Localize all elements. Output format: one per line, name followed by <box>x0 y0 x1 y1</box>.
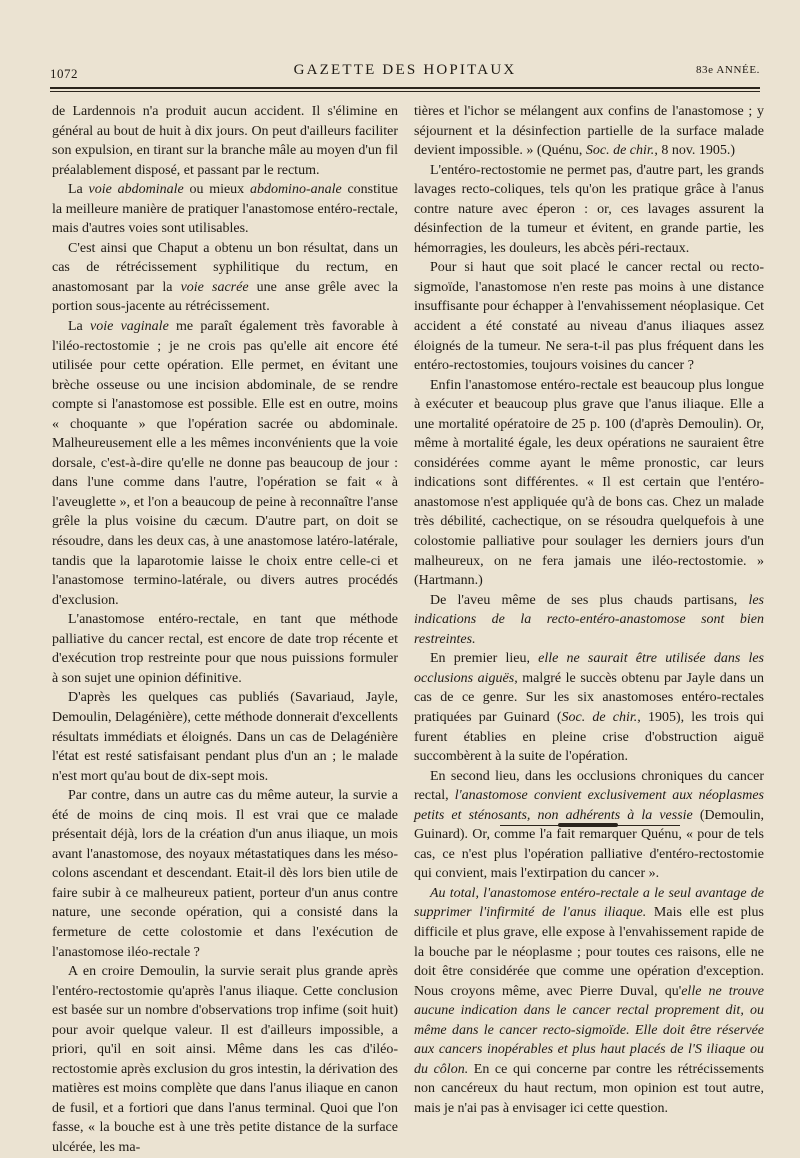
text-run: Par contre, dans un autre cas du même auteur, la survie a été de moins de cinq mois. Il est vrai que ce malade présentait déjà, lors de la création d'un anus iliaque, un mois avant l'anastomose, des noyaux métastatiques dans les méso-colons ascendant et descendant. Etait-il dès lors bien utile de faire subir à ce malheureux patient, porteur d'un anus contre nature, une seconde opération, qui a consisté dans la fermeture de cette colostomie et dans l'exécution de l'anastomose iléo-rectale ? <box>52 788 398 960</box>
text-run: une anse grêle avec la portion sous-jacente au rétrécissement. <box>52 279 398 315</box>
italic-text: Soc. de chir. <box>585 143 655 159</box>
italic-text: l'anastomose convient exclusivement aux néoplasmes petits et sténosants, non adhérents à la vessie <box>414 788 764 823</box>
paragraph <box>52 786 398 962</box>
text-run: , 1905), les trois qui furent établies en pleine crise d'obstruction aiguë succombèrent à la suite de l'opération. <box>414 709 764 765</box>
paragraph <box>414 376 764 591</box>
italic-text: elle ne trouve aucune indication dans le cancer rectal proprement dit, ou même dans le cancer recto-sigmoïde. Elle doit être réservée aux cancers inopérables et plus haut placés de l'S iliaque ou du côlon. <box>414 983 764 1077</box>
text-run: Pour si haut que soit placé le cancer rectal ou recto-sigmoïde, l'anastomose n'en reste pas moins à une distance insuffisante pour échapper à l'envahissement néoplasique. Cet accident a été constaté au niveau d'anus iliaques assez éloignés de la tumeur. Ne sera-t-il pas plus fréquent dans les entéro-rectostomies, toujours voisines du cancer ? <box>414 260 764 374</box>
text-run: tières et l'ichor se mélangent aux confins de l'anastomose ; y séjournent et la désinfection partielle de la surface malade devient impossible. » (Quénu, <box>414 104 764 159</box>
paragraph <box>414 884 764 1119</box>
text-run: , malgré le succès obtenu par Jayle dans un cas de ce genre. Sur les six anastomoses entéro-rectales pratiquées par Guinard ( <box>414 670 764 725</box>
text-run: D'après les quelques cas publiés (Savariaud, Jayle, Demoulin, Delagénière), cette méthode donnerait d'excellents résultats immédiats et éloignés. Dans un cas de Delagénière l'état est resté satisfaisant pendant plus d'un an ; le malade n'est mort qu'au bout de dix-sept mois. <box>52 690 398 784</box>
paragraph <box>52 317 398 610</box>
paragraph <box>52 962 398 1157</box>
journal-title: GAZETTE DES HOPITAUX <box>293 62 517 78</box>
text-run: En ce qui concerne par contre les rétrécissements non cancéreux du haut rectum, mon opinion est tout autre, mais je n'ai pas à envisager ici cette question. <box>414 1061 765 1116</box>
text-run: A en croire Demoulin, la survie serait plus grande après l'entéro-rectostomie qu'après l'anus iliaque. Cette conclusion est basée sur un nombre d'observations trop infime (soit huit) pour avoir quelque valeur. Il est d'ailleurs impossible, a priori, qu'il en soit ainsi. Même dans les cas d'iléo-rectostomie après exclusion du gros intestin, la dérivation des matières est moins complète que dans l'anus iliaque en canon de fusil, et a fortiori que dans l'anus terminal. Quoi que l'on fasse, « la bouche est à une très petite distance de la surface ulcérée, les ma- <box>52 964 398 1155</box>
italic-text: abdomino-anale <box>249 182 342 198</box>
text-run: L'entéro-rectostomie ne permet pas, d'autre part, les grands lavages recto-coliques, tels qu'on les pratique grâce à l'anus contre nature avec éperon : or, ces lavages assurent la désinfection de la tumeur et évitent, en grande partie, les hémorragies, les douleurs, les abcès péri-rectaux. <box>414 162 764 256</box>
text-run: En premier lieu, <box>430 651 539 667</box>
end-ornament <box>500 820 680 830</box>
text-run: constitue la meilleure manière de pratiquer l'anastomose entéro-rectale, mais d'autres voies sont utilisables. <box>52 182 398 237</box>
text-run: C'est ainsi que Chaput a obtenu un bon résultat, dans un cas de rétrécissement syphilitique du rectum, en anastomosant par la <box>52 240 398 295</box>
paragraph <box>414 649 764 766</box>
text-run: L'anastomose entéro-rectale, en tant que méthode palliative du cancer rectal, est encore de date trop récente et d'exécution trop restreinte pour que nous puissions formuler à son sujet une opinion définitive. <box>52 612 398 686</box>
italic-text: elle ne saurait être utilisée dans les occlusions aiguës <box>414 651 764 686</box>
text-run: Enfin l'anastomose entéro-rectale est beaucoup plus longue à exécuter et beaucoup plus grave que l'anus iliaque. Elle a une mortalité opératoire de 25 p. 100 (d'après Demoulin). Or, même à mortalité égale, les deux opérations ne sauraient être considérées comme ayant le même pronostic, car leurs indications sont différentes. « Il est certain que l'entéro-anastomose n'est appliquée qu'à de bons cas. Chez un malade très débilité, cachectique, on se résoudra quelquefois à une colostomie palliative pour soulager les derniers jours d'un malheureux, on ne fera jamais une iléo-rectostomie. » (Hartmann.) <box>414 377 764 589</box>
left-column <box>52 102 398 1158</box>
paragraph <box>52 239 398 317</box>
italic-text: voie vaginale <box>90 319 169 335</box>
paragraph <box>52 102 398 180</box>
volume-year: 83e ANNÉE. <box>695 64 760 76</box>
text-run: ou mieux <box>183 182 250 198</box>
text-run: de Lardennois n'a produit aucun accident. Il s'élimine en général au bout de huit à dix jours. On peut d'ailleurs faciliter son expulsion, en tirant sur la branche mâle au moyen d'un fil préalablement disposé, et passant par le rectum. <box>52 104 398 178</box>
paragraph <box>414 258 764 375</box>
text-run: La <box>68 319 91 335</box>
italic-text: Au total, l'anastomose entéro-rectale a le seul avantage de supprimer l'infirmité de l'anus iliaque. <box>414 885 764 921</box>
right-column <box>414 102 764 1118</box>
text-run: , 8 nov. 1905.) <box>654 143 736 159</box>
paragraph <box>414 102 764 161</box>
italic-text: voie abdominale <box>88 182 184 198</box>
text-run: En second lieu, dans les occlusions chroniques du cancer rectal, <box>414 768 764 804</box>
text-run: (Demoulin, Guinard). Or, comme l'a fait remarquer Quénu, « pour de tels cas, ce n'est plus l'opération palliative d'entéro-rectostomie qui convient, mais l'extirpation du cancer ». <box>414 807 764 882</box>
paragraph <box>52 688 398 786</box>
text-run: La <box>68 182 89 198</box>
paragraph <box>414 161 764 259</box>
page-number: 1072 <box>50 66 78 81</box>
paragraph <box>52 610 398 688</box>
italic-text: les indications de la recto-entéro-anastomose sont bien restreintes. <box>414 592 764 647</box>
italic-text: Soc. de chir. <box>561 709 638 725</box>
header-rule-thin <box>50 91 760 92</box>
paragraph <box>52 180 398 239</box>
ornament-mark <box>558 823 618 827</box>
header-rule-thick <box>50 87 760 89</box>
running-header <box>50 62 760 84</box>
text-run: me paraît également très favorable à l'iléo-rectostomie ; je ne crois pas qu'elle ait encore été utilisée pour cette opération. Elle permet, en évitant une brèche osseuse ou une incision abdominale, de se rendre compte si l'anastomose est possible. Elle est en outre, moins « choquante » que l'opération sacrée ou abdominale. Malheureusement elle a les mêmes inconvénients que la voie dorsale, c'est-à-dire qu'elle ne donne pas beaucoup de jour : dans l'une comme dans l'autre, l'opération se fait « à l'aveuglette », et l'on a beaucoup de peine à reconnaître l'anse grêle la plus voisine du cæcum. D'autre part, on doit se résoudre, dans les deux cas, à une anastomose latéro-latérale, tandis que la laparotomie laisse le choix entre celle-ci et l'anastomose termino-latérale, ou divers autres procédés d'exclusion. <box>52 319 399 608</box>
italic-text: voie sacrée <box>180 279 249 295</box>
text-run: De l'aveu même de ses plus chauds partisans, <box>430 592 749 608</box>
paragraph <box>414 591 764 650</box>
text-run: Mais elle est plus difficile et plus grave, elle expose à l'envahissement rapide de la bouche par le néoplasme ; pour toutes ces raisons, elle ne doit être considérée que comme une opération d'exception. Nous croyons même, avec Pierre Duval, qu' <box>414 905 764 999</box>
